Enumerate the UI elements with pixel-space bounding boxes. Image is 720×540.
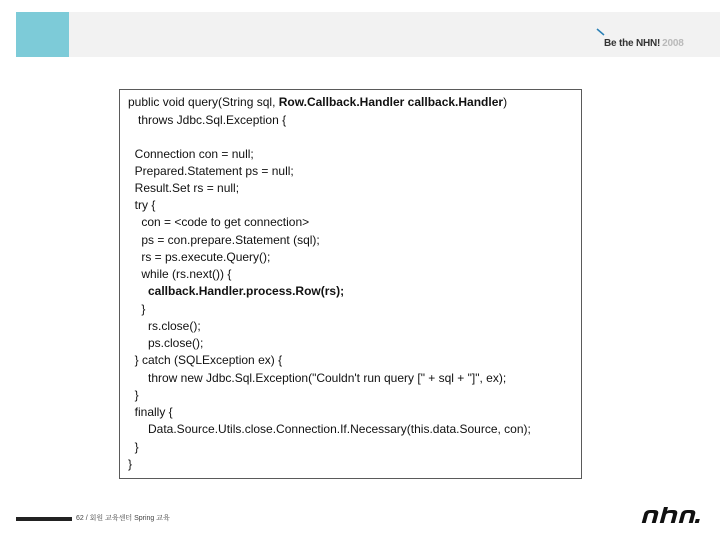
nhn-logo-icon	[640, 507, 706, 525]
code-line: ps.close();	[128, 336, 204, 350]
code-line: }	[128, 440, 139, 454]
code-line: while (rs.next()) {	[128, 267, 232, 281]
code-line: Data.Source.Utils.close.Connection.If.Necessary(this.data.Source, con);	[128, 422, 531, 436]
code-line: try {	[128, 198, 156, 212]
code-line: }	[128, 388, 139, 402]
brand-year: 2008	[662, 38, 684, 49]
code-line: ps = con.prepare.Statement (sql);	[128, 233, 320, 247]
code-line: } catch (SQLException ex) {	[128, 353, 283, 367]
code-line: }	[128, 457, 133, 471]
code-line: finally {	[128, 405, 173, 419]
code-line: rs.close();	[128, 319, 201, 333]
footer-page-text: 62 / 회원 교육센터 Spring 교육	[76, 515, 170, 522]
code-line: }	[128, 302, 146, 316]
code-line: con = <code to get connection>	[128, 215, 310, 229]
corner-accent-square	[16, 12, 69, 57]
code-line: Result.Set rs = null;	[128, 181, 240, 195]
code-line: throw new Jdbc.Sql.Exception("Couldn't run query [" + sql + "]", ex);	[128, 371, 507, 385]
footer-bar	[16, 517, 72, 521]
code-line: throws Jdbc.Sql.Exception {	[128, 113, 287, 127]
brand-tagline: Be the NHN!	[604, 38, 661, 49]
code-line: Connection con = null;	[128, 147, 254, 161]
code-box	[119, 89, 582, 479]
code-line: public void query(String sql, Row.Callback.Handler callback.Handler)	[128, 95, 508, 109]
code-line: Prepared.Statement ps = null;	[128, 164, 294, 178]
code-line: rs = ps.execute.Query();	[128, 250, 271, 264]
brand-text	[604, 38, 684, 49]
brand-logo	[596, 28, 706, 52]
code-line-highlight: callback.Handler.process.Row(rs);	[128, 284, 345, 298]
brand-slash-icon	[596, 28, 606, 36]
